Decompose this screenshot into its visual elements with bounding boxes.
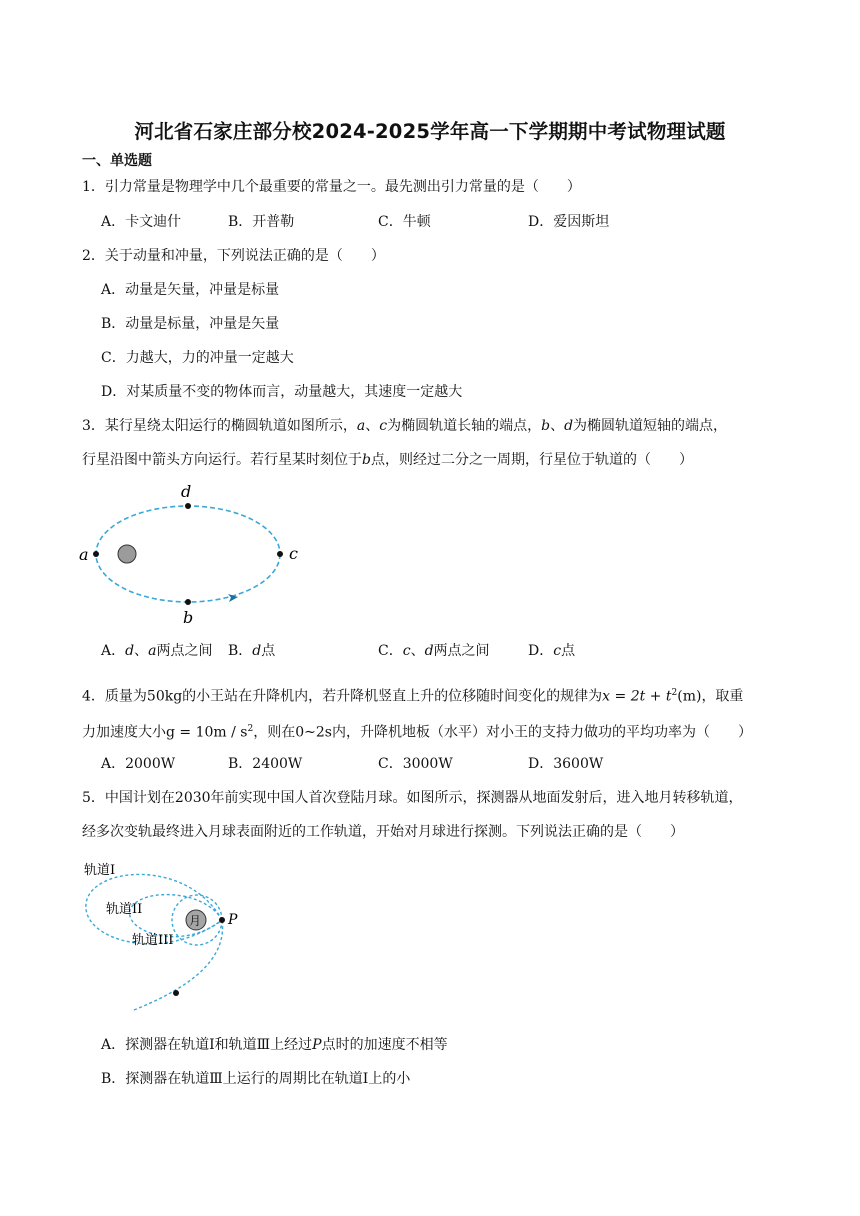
q3-var-a: a [356,418,366,434]
question-5-stem-line-1: 5．中国计划在2030年前实现中国人首次登陆月球。如图所示，探测器从地面发射后，进入地月转移轨道， [82,790,743,806]
question-3-stem-line-1 [82,416,727,436]
q4-formula: x = 2t + t [602,688,672,705]
q2-option-d: D．对某质量不变的物体而言，动量越大，其速度一定越大 [101,384,463,400]
q3-opt-label: D． [528,643,554,659]
q1-option-b: B．开普勒 [228,214,295,230]
label-c: c [289,544,298,563]
q3-sep: 、 [550,418,565,434]
label-orbit-3: 轨道III [132,933,174,948]
q4-g-exp: 2 [247,724,254,734]
q2-option-b: B．动量是标量，冲量是矢量 [101,316,280,332]
q4-g-formula: g = 10m / s [166,724,248,741]
q1-option-c: C．牛顿 [378,214,431,230]
q3-opt-text: 点 [561,643,576,659]
q5-option-a [101,1035,448,1055]
q4-option-d: D．3600W [528,756,604,772]
label-orbit-2: 轨道II [106,902,143,917]
q3-text: 为椭圆轨道长轴的端点， [387,418,542,434]
q5-opt-text: A．探测器在轨道Ⅰ和轨道Ⅲ上经过 [101,1037,313,1053]
q3-opt-label: C． [378,643,403,659]
q3-var-c: c [379,418,388,434]
q3-opt-text: 两点之间 [156,643,213,659]
q3-var-a: a [148,643,157,659]
q4-option-a: A．2000W [101,756,176,772]
q2-option-c: C．力越大，力的冲量一定越大 [101,350,294,366]
q3-opt-text: 点 [261,643,276,659]
question-5-stem-line-2: 经多次变轨最终进入月球表面附近的工作轨道，开始对月球进行探测。下列说法正确的是（ ） [82,824,684,840]
q4-option-c: C．3000W [378,756,453,772]
q3-sep: 、 [410,643,425,659]
q4-formula-exp: 2 [671,688,678,698]
question-1-stem: 1．引力常量是物理学中几个最重要的常量之一。最先测出引力常量的是（ ） [82,179,581,195]
point-a [93,551,99,557]
q3-var-b: b [541,418,551,434]
q5-opt-text: 点时的加速度不相等 [321,1037,448,1053]
q3-option-a [101,641,212,661]
q1-option-a: A．卡文迪什 [101,214,182,230]
q3-sep: 、 [134,643,149,659]
q3-opt-text: 两点之间 [433,643,490,659]
q3-var-c: c [402,643,411,659]
label-b: b [183,608,194,627]
q2-option-a: A．动量是矢量，冲量是标量 [101,282,280,298]
q4-text: ，取重 [701,688,744,705]
point-c [277,551,283,557]
question-3-stem-line-2 [82,450,693,470]
moon-label: 月 [189,914,202,928]
q3-opt-label: B． [228,643,253,659]
question-4-stem-line-2 [82,719,752,743]
q3-var-b: b [362,452,371,468]
q4-text: ，则在0~2s内，升降机地板（水平）对小王的支持力做功的平均功率为（ ） [253,724,752,741]
q3-var-d: d [252,643,262,659]
q4-option-b: B．2400W [228,756,303,772]
launch-point [173,990,179,996]
q3-text: 行星沿图中箭头方向运行。若行星某时刻位于 [82,452,362,468]
q4-formula-unit: (m) [677,688,702,705]
page-title: 河北省石家庄部分校2024-2025学年高一下学期期中考试物理试题 [134,120,726,143]
q3-option-b [228,641,275,661]
q3-option-c [378,641,490,661]
question-2-stem: 2．关于动量和冲量，下列说法正确的是（ ） [82,248,385,264]
q3-opt-label: A． [101,643,126,659]
q3-var-c: c [553,643,562,659]
q3-option-d [528,641,575,661]
q4-text: 4．质量为50kg的小王站在升降机内，若升降机竖直上升的位移随时间变化的规律为 [82,688,603,705]
q3-var-d: d [564,418,574,434]
q1-option-d: D．爱因斯坦 [528,214,610,230]
q3-var-d: d [424,643,434,659]
question-4-stem-line-1 [82,683,743,707]
q3-text: 为椭圆轨道短轴的端点， [573,418,728,434]
q5-var-p: P [312,1037,322,1053]
point-p [219,917,225,923]
q5-option-b: B．探测器在轨道Ⅲ上运行的周期比在轨道Ⅰ上的小 [101,1071,411,1087]
q3-text: 点，则经过二分之一周期，行星位于轨道的（ ） [370,452,693,468]
label-d: d [181,482,192,501]
sun-circle [118,545,136,563]
q3-text: 3．某行星绕太阳运行的椭圆轨道如图所示， [82,418,357,434]
ellipse-orbit-figure [70,478,310,628]
moon-orbit-figure [78,852,258,1022]
q3-var-d: d [125,643,135,659]
q4-text: 力加速度大小 [82,724,166,741]
section-heading: 一、单选题 [82,153,152,169]
label-p: P [228,912,238,928]
label-orbit-1: 轨道I [84,863,116,878]
q3-sep: 、 [365,418,380,434]
point-b [185,599,191,605]
point-d [185,503,191,509]
label-a: a [79,545,89,564]
